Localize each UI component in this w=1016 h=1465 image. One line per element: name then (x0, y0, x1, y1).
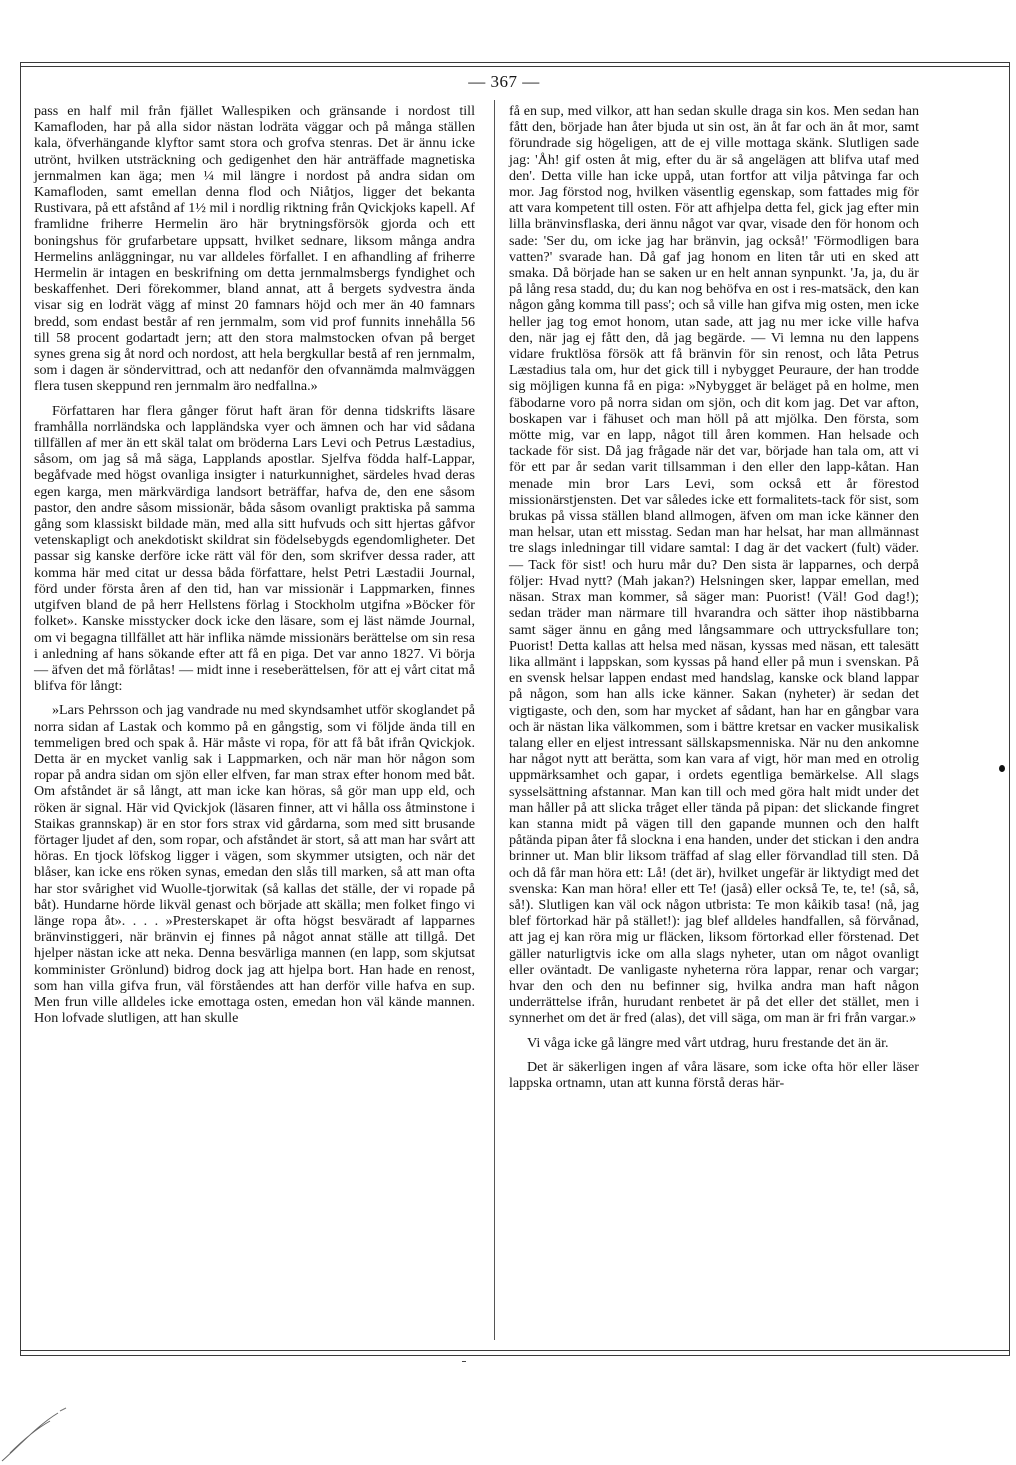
paragraph: pass en half mil från fjället Wallespiken och gränsande i nordost till Kamafloden, har på alla sidor nästan lodräta väggar och på många ställen kala, öfverhängande klyftor samt stora och grofva stenras. Det är ännu icke utrönt, hvilken utsträckning och gedigenhet den här anträffade magnetiska jernmalmen kan äga; men ¼ mil längre i nordost på andra sidan om Kamafloden, samt emellan denna flod och Niåtjos, ligger det bekanta Rustivara, på ett afstånd af 1½ mil i nordlig riktning från Qvickjoks kapell. Af framlidne friherre Hermelin äro här brytningsförsök gjorda och ett boningshus för grufarbetare uppsatt, hvilket sednare, liksom många andra Hermelins anläggningar, nu var alldeles förfallet. I en afhandling af friherre Hermelin är intagen en beskrifning om detta jernmalmsbergs fyndighet och beskaffenhet. Deri förekommer, bland annat, att å bergets sydvestra ända visar sig en lodrät vägg af minst 20 famnars höjd och mer än 40 famnars bredd, som endast består af ren jernmalm, som vid prof funnits innehålla 56 till 58 procent godartadt jern; att den stora malmstocken ofvan på berget synes grena sig åt nord och nordost, att hela bergkullar bestå af ren jernmalm, som i dagen är söndervittrad, och att nedanför den ofvannämda malmväggen flera tusen skeppund ren jernmalm äro nedfallna.» (34, 103, 475, 395)
top-rule-inner (20, 66, 1009, 67)
paragraph: Författaren har flera gånger förut haft äran för denna tidskrifts läsare framhålla norrländska och lappländska vyer och ämnen och har vid sådana tillfällen af mer än ett skäl talat om bröderna Lars Levi och Petrus Læstadius, såsom, om jag så må säga, Lapplands apostlar. Sjelfva födda half-Lappar, begåfvade med högst ovanliga insigter i naturkunnighet, särdeles hvad deras egen karga, men märkvärdiga landsort beträffar, hafva de, den ene såsom pastor, den andre såsom missionär, båda såsom ovanligt praktiska på samma gång som klassiskt bildade män, med alla sitt hufvuds och sitt hjertas gåfvor vetenskapligt och anekdotiskt skildrat sin födelsebygds egendomligheter. Det passar sig kanske derföre icke rätt väl för den, som skrifver dessa rader, att komma här med citat ur dessa båda författare, helst Petri Læstadii Journal, förd under första åren af den tid, han var missionär i Lappmarken, finnes utgifven bland de på herr Hellstens förlag i Stockholm utgifna »Böcker för folket». Kanske misstycker dock icke den läsare, som ej läst nämde Journal, om vi begagna tillfället att här inflika nämde missionärs berättelse om sin resa i anledning af hans sökande efter att få en piga. Det var anno 1827. Vi börja — äfven det må förlåtas! — midt inne i reseberättelsen, för att ej vårt citat må blifva för långt: (34, 402, 475, 695)
paragraph: få en sup, med vilkor, att han sedan skulle draga sin kos. Men sedan han fått den, började han åter bjuda ut sin ost, än åt far och än åt mor, samt förundrade sig högeligen, att de ej ville mottaga skänk. Slutligen sade jag: 'Åh! gif osten åt mig, efter du är så angelägen att blifva utaf med den'. Detta ville han icke uppå, utan fortfor att vilja påtvinga far och mor. Jag förstod nog, hvilken väsentlig egenskap, som fattades mig för att vara kompetent till osten. För att afhjelpa detta fel, gick jag efter min lilla bränvinsflaska, deri ännu något var qvar, visade den för honom och sade: 'Ser du, om icke jag har bränvin, jag också!' 'Förmodligen bara vatten?' svarade han. Då gaf jag honom en liten tår uti en sked att smaka. Då började han se saken ur en helt annan synpunkt. 'Ja, ja, du är på lång resa stadd, du; du kan nog behöfva en ost i res-matsäck, den kan någon gång komma till pass'; och så ville han gifva mig osten, men icke heller jag tog emot honom, utan sade, att jag nu mer icke ville hafva den, när jag ej fått den, då jag begärde. — Vi lemna nu den lappens vidare fruktlösa försök att få bränvin för sin renost, och låta Petrus Læstadius tala om, hur det gick till i nybygget Peuraure, der han trodde sig möjligen kunna få en piga: »Nybygget är beläget på en holme, men fäbodarne voro på norra sidan om sjön, och dit kom jag. Det var afton, boskapen var i fähuset och man höll på att mjölka. Den första, som mötte mig, var en lapp, något till åren kommen. Han helsade och tackade för sist. Då jag frågade när det var, började han tala om, att vi för ett par år sedan varit tillsamman i den eller den lapp-kåtan. Han menade min bror Lars Levi, som också ett år förestod missionärstjensten. Det var således icke ett formalitets-tack för sist, som brukas på vissa ställen bland allmogen, äfven om man icke känner den man helsar, utan ett misstag. Sedan man har helsat, har man allmännast tre slags inledningar till vidare samtal: I dag är det vackert (fult) väder. — Tack för sist! och huru mår du? Den sista är lapparnes, och derpå följer: Hvad nytt? (Mah jakan?) Helsningen sker, lappar emellan, med näsan. Strax man kommer, så säger man: Puorist! (Väl! God dag!); sedan träder man närmare till hvarandra och sätter ihop nästibbarna samt säger ännu en gång med långsammare och uttrycksfullare ton; Puorist! Detta kallas att helsa med näsan, kyssas med näsan, ett talesätt lika allmänt i lappskan, som kyssas på hand eller på mun i svenskan. På en svensk helsar lappen endast med handslag, kanske ock bland lappar på någon, som han alls icke känner. Sakan (nyheter) är sedan det vigtigaste, och den, som har mycket af sådant, han har en gångbar vara och är nästan lika välkommen, som i bättre kretsar en vacker musikalisk talang eller en eljest intressant sällskapsmenniska. När nu den ankomne har något nytt att berätta, som kan vara af vigt, hör man med en otrolig uppmärksamhet och gapar, i ordets egentliga bemärkelse. All slags sysselsättning afstannar. Man kan till och med göra halt midt under det man håller på att slicka tråget eller tända på pipan: det slickande fingret kan stanna midt på vägen till den gapande munnen och den halft påtända pipan åter få slockna i ena handen, under det stickan i den andra brinner ut. Man blir liksom träffad af slag eller förvandlad till sten. Då och då får man höra ett: Lå! (det är), hvilket ungefär är liktydigt med det svenska: Kan man höra! eller ett Te! (jaså) eller också Te, te, te! (så, så, så!). Slutligen kan väl ock någon utbrista: Te mon kåikib tasa! (nå, jag blef förtorkad här på stället!): jag blef alldeles handfallen, så förvånad, att jag ej kan röra mig ur fläcken, liksom förtorkad eller förstenad. Det gäller naturligtvis icke om alla slags nyheter, utan om något ovanligt eller oväntadt. De vanligaste nyheterna röra lappar, renar och vargar; hvar den och den nu befinner sig, hvilka andra man haft någon underrättelse ifrån, hurudant renbetet är på det eller det stället, men i synnerhet om det är fred (alas), det vill säga, om man är fri från vargar.» (509, 103, 919, 1027)
column-divider (494, 100, 495, 1340)
page-number: — 367 — (468, 72, 540, 91)
paragraph: »Lars Pehrsson och jag vandrade nu med skyndsamhet utför skoglandet på norra sidan af Lastak och kommo på en gångstig, som vi följde ända till en temmeligen bred och spak å. Här måste vi ropa, för att få båt ifrån Qvickjok. Detta är en mycket vanlig sak i Lappmarken, och när man hör någon som ropar på andra sidan om sjön eller elfven, far man strax efter honom med båt. Om afståndet är så långt, att man icke kan höras, så gör man upp eld, och röken är signal. Här vid Qvickjok (läsaren finner, att vi hålla oss åtminstone i Staikas grannskap) är en stor fors strax vid gårdarna, som med sitt brusande förtager ljudet af den, som ropar, och afståndet är stort, så att man har svårt att höras. En tjock löfskog ligger i vägen, som skymmer utsigten, och när det blåser, kan icke ens röken synas, emedan den slås till marken, så att man ofta har stor svårighet vid Wuolle-tjorwitak (så kallas det ställe, der vi ropade på båt). Hundarne hörde likväl genast och började att skälla; men folket fingo vi länge ropa åt». . . . »Presterskapet är ofta högst besväradt af lapparnes bränvinstiggeri, när bränvin ej finnes på något annat ställe att tillgå. Det hjelper nästan icke att neka. Denna besvärliga mannen (en lapp, som skjutsat komminister Grönlund) bidrog dock jag att hjelpa bort. Han hade en renost, som han villa gifva frun, väl förståendes att han derför ville hafva en sup. Men frun ville alldeles icke emottaga osten, emedan hon väl kände mannen. Hon lofvade slutligen, att han skulle (34, 702, 475, 1027)
bottom-rule (20, 1355, 1009, 1356)
left-column (34, 103, 475, 1026)
bottom-rule-inner (20, 1350, 1009, 1351)
pencil-scribble (0, 1395, 120, 1465)
paragraph: Det är säkerligen ingen af våra läsare, som icke ofta hör eller läser lappska ortnamn, utan att kunna förstå deras här- (509, 1058, 919, 1091)
ink-dot (999, 765, 1005, 772)
paragraph: Vi våga icke gå längre med vårt utdrag, huru frestande det än är. (527, 1034, 889, 1051)
ink-mark (462, 1361, 466, 1362)
right-column (509, 103, 919, 1091)
top-rule (20, 62, 1009, 63)
